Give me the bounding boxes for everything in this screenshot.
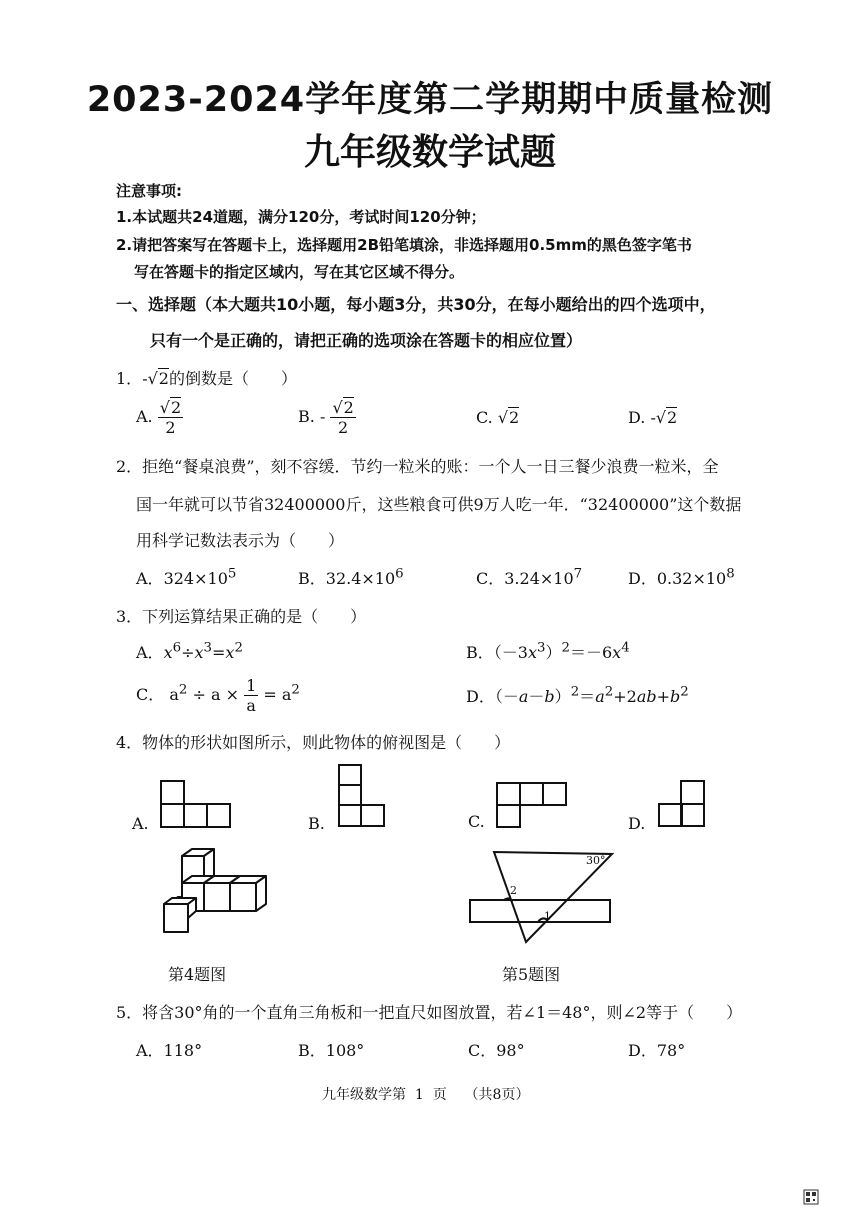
q4-option-c-figure — [496, 782, 568, 828]
q5-option-c: C．98° — [468, 1041, 525, 1060]
figure-4-caption: 第4题图 — [168, 965, 227, 984]
q2-option-b: B．$32.4\times 10^6$ — [298, 566, 404, 588]
q4-option-a-label: A. — [132, 814, 149, 833]
q2-option-d: D．$0.32\times 10^8$ — [628, 566, 735, 588]
q4-stem: 4．物体的形状如图所示，则此物体的俯视图是（ ） — [116, 733, 511, 752]
page-footer: 九年级数学第 1 页 （共8页） — [322, 1087, 530, 1103]
q5-option-a: A．118° — [136, 1041, 203, 1060]
q3-option-a: A．$x^6\div x^3=x^2$ — [136, 640, 243, 662]
q4-option-a-figure — [160, 780, 232, 828]
q1-option-a: A. $\frac{√2}{2}$ — [136, 398, 182, 437]
q2-option-c: C．$3.24\times 10^7$ — [476, 566, 583, 588]
question-1: 1．-√2的倒数是（ ） — [116, 369, 297, 388]
qr-code-icon — [804, 1190, 818, 1204]
notice-item-2b: 写在答题卡的指定区域内，写在其它区域不得分。 — [134, 263, 465, 281]
q1-option-d: D. -√2 — [628, 408, 678, 427]
q5-stem: 5．将含30°角的一个直角三角板和一把直尺如图放置，若∠1＝48°，则∠2等于（ ） — [116, 1003, 743, 1022]
q1-option-c: C. √2 — [476, 408, 520, 427]
q5-option-d: D．78° — [628, 1041, 686, 1060]
q1-option-b: B. - $\frac{√2}{2}$ — [298, 398, 354, 437]
notice-heading: 注意事项: — [116, 182, 182, 200]
notice-item-1: 1.本试题共24道题，满分120分，考试时间120分钟； — [116, 208, 486, 226]
q3-option-b: B．$(-3x^3)^2=-6x^4$ — [466, 640, 630, 662]
figure-4-cubes — [160, 848, 276, 938]
q2-line-1: 2．拒绝“餐桌浪费”，刻不容缓．节约一粒米的账：一个人一日三餐少浪费一粒米，全 — [116, 457, 719, 476]
figure-5-triangle-ruler — [466, 848, 616, 948]
q3-stem: 3．下列运算结果正确的是（ ） — [116, 607, 367, 626]
angle-2-label: 2 — [510, 884, 517, 897]
q3-option-c: C． $a^2 \div a$ × $\frac{1}{a}$ = $a^2$ — [136, 676, 300, 715]
section-1-line-2: 只有一个是正确的，请把正确的选项涂在答题卡的相应位置） — [150, 331, 583, 350]
exam-title: 2023-2024学年度第二学期期中质量检测 — [86, 80, 774, 120]
q4-option-b-figure — [338, 764, 388, 828]
q5-option-b: B．108° — [298, 1041, 365, 1060]
exam-subtitle: 九年级数学试题 — [303, 132, 556, 173]
q2-line-2: 国一年就可以节省32400000斤，这些粮食可供9万人吃一年．“32400000”这个数据 — [136, 495, 742, 514]
q4-option-d-figure — [658, 780, 708, 828]
figure-5-caption: 第5题图 — [502, 965, 561, 984]
section-1-line-1: 一、选择题（本大题共10小题，每小题3分，共30分，在每小题给出的四个选项中， — [116, 295, 716, 314]
q4-option-c-label: C. — [468, 812, 485, 831]
q2-line-3: 用科学记数法表示为（ ） — [136, 531, 345, 550]
notice-item-2a: 2.请把答案写在答题卡上，选择题用2B铅笔填涂，非选择题用0.5mm的黑色签字笔书 — [116, 236, 692, 254]
angle-30-label: 30° — [586, 854, 606, 867]
q4-option-b-label: B. — [308, 814, 325, 833]
q3-option-d: D．$(-a-b)^2=a^2+2ab+b^2$ — [466, 684, 689, 706]
q4-option-d-label: D. — [628, 814, 646, 833]
q2-option-a: A．$324\times 10^5$ — [136, 566, 237, 588]
angle-1-label: 1 — [544, 910, 551, 923]
